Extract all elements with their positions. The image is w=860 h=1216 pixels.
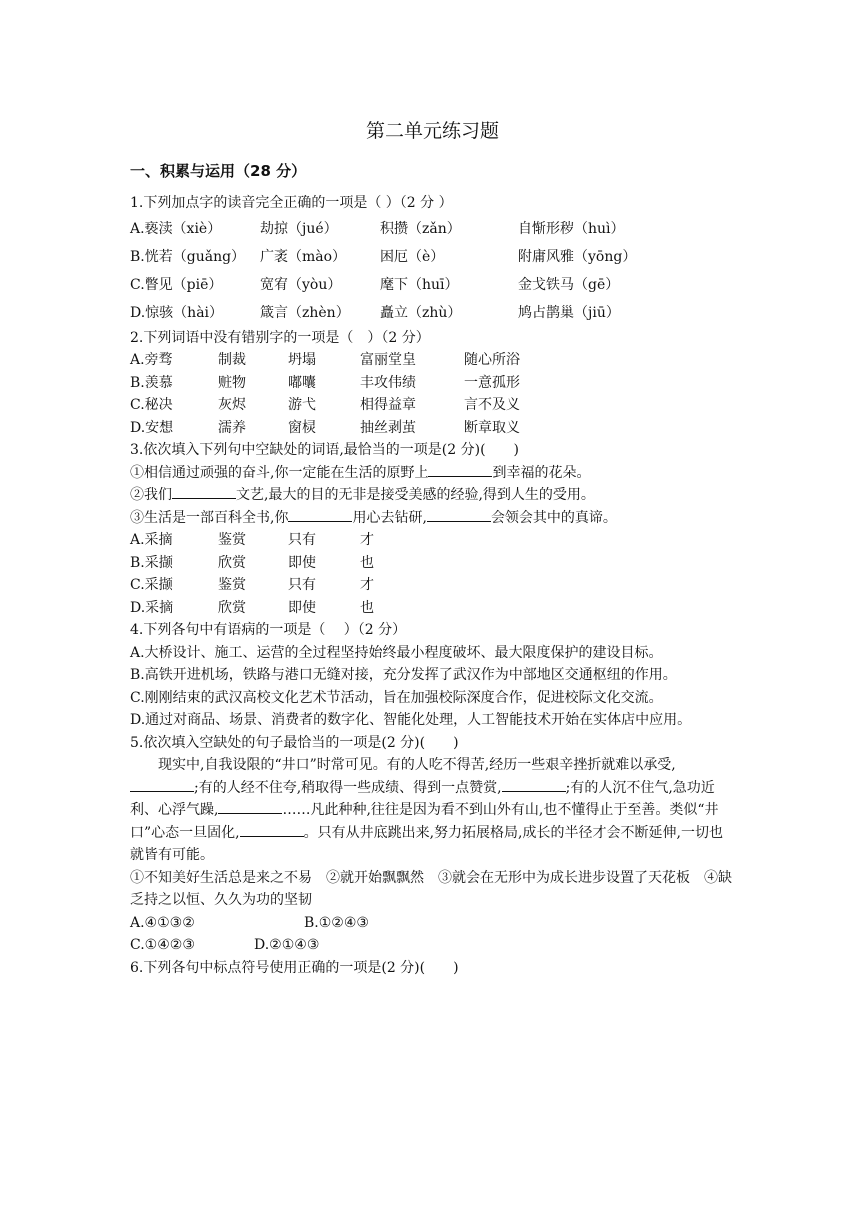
q1-option-b (130, 243, 735, 271)
q1-c-3: 麾下（huī） (380, 276, 459, 293)
q2-c-5: 言不及义 (464, 397, 520, 413)
q4-option-b: B.高铁开进机场，铁路与港口无缝对接，充分发挥了武汉作为中部地区交通枢纽的作用。 (130, 667, 677, 683)
q2-b-1: B.羡慕 (130, 374, 173, 391)
q4-option-c: C.刚刚结束的武汉高校文化艺术节活动，旨在加强校际深度合作，促进校际文化交流。 (130, 689, 663, 706)
q3-d-3: 即使 (288, 599, 316, 616)
q3-c-1: C.采撷 (130, 577, 173, 593)
q1-a-3: 积攒（zǎn） (380, 220, 461, 237)
q3-s1-tail: 到幸福的花朵。 (492, 464, 591, 481)
q6-stem: 6.下列各句中标点符号使用正确的一项是(2 分)( ) (130, 959, 459, 976)
q2-c-1: C.秘决 (130, 397, 173, 413)
q3-option-b (130, 552, 735, 575)
q3-a-4: 才 (360, 532, 374, 548)
q1-a-2: 劫掠（jué） (260, 220, 338, 237)
q5-p3-tail: 。只有从井底跳出来,努力拓展格局,成长的半径才会不断延伸,一切也就皆有可能。 (130, 824, 723, 863)
q5-option-cd (130, 934, 735, 957)
q3-a-3: 只有 (288, 532, 316, 548)
q5-options-list: ①不知美好生活总是来之不易 ②就开始飘飘然 ③就会在无形中为成长进步设置了天花板 ④缺乏持之以恒、久久为功的坚韧 (130, 869, 732, 908)
q3-c-4: 才 (360, 577, 374, 593)
question-body (130, 192, 735, 979)
q2-d-3: 窗棂 (288, 419, 316, 436)
q5-a: A.④①③② (130, 914, 195, 931)
q1-b-4: 附庸风雅（yōng） (518, 248, 637, 265)
q3-c-3: 只有 (288, 577, 316, 593)
q2-c-3: 游弋 (288, 397, 316, 413)
q5-d: D.②①④③ (254, 937, 320, 953)
q2-d-1: D.安想 (130, 419, 174, 436)
q3-option-d (130, 597, 735, 620)
q3-d-1: D.采摘 (130, 599, 174, 616)
q1-d-3: 矗立（zhù） (380, 304, 462, 321)
q2-stem: 2.下列词语中没有错别字的一项是（ ）（2 分） (130, 329, 430, 346)
q5-c: C.①④②③ (130, 937, 195, 953)
q2-d-2: 濡养 (218, 419, 246, 436)
q5-p3-text: 不住气,急功近利、心浮气躁, (130, 779, 715, 818)
q1-c-1: C.瞥见（piē） (130, 276, 223, 293)
q5-option-ab (130, 912, 735, 935)
q3-d-4: 也 (360, 599, 374, 616)
q3-s2-tail: 文艺,最大的目的无非是接受美感的经验,得到人生的受用。 (236, 487, 595, 503)
q1-a-1: A.亵渎（xiè） (130, 220, 222, 237)
q1-c-4: 金戈铁马（gē） (518, 276, 620, 293)
q1-b-3: 困厄（è） (380, 248, 445, 265)
q4-stem: 4.下列各句中有语病的一项是（ ）（2 分） (130, 622, 407, 638)
q1-stem: 1.下列加点字的读音完全正确的一项是（ ）（2 分 ） (130, 195, 453, 211)
blank-line (240, 822, 304, 837)
q3-s3-tail: 会领会其中的真谛。 (490, 509, 617, 526)
q2-d-4: 抽丝剥茧 (360, 419, 416, 436)
q3-b-2: 欣赏 (218, 554, 246, 571)
q1-d-4: 鸠占鹊巢（jiū） (518, 304, 620, 321)
q2-a-4: 富丽堂皇 (360, 352, 416, 368)
q3-sentence-1 (130, 462, 735, 485)
q4-option-a: A.大桥设计、施工、运营的全过程坚持始终最小程度破坏、最大限度保护的建设目标。 (130, 644, 663, 661)
page-title: 第二单元练习题 (365, 120, 499, 142)
q2-c-2: 灰烬 (218, 397, 246, 413)
q3-option-c (130, 574, 735, 597)
q2-a-1: A.旁骛 (130, 352, 173, 368)
q2-a-3: 坍塌 (288, 352, 316, 368)
q2-b-4: 丰攻伟绩 (360, 374, 416, 391)
q1-option-d (130, 299, 735, 327)
q3-b-3: 即使 (288, 554, 316, 571)
q3-d-2: 欣赏 (218, 599, 246, 616)
q2-option-a (130, 349, 735, 372)
blank-line (288, 507, 352, 522)
blank-line (427, 507, 491, 522)
q2-option-d (130, 417, 735, 440)
q3-b-4: 也 (360, 554, 374, 571)
q5-b: B.①②④③ (304, 914, 369, 931)
q3-s1-text: ①相信通过顽强的奋斗,你一定能在生活的原野上 (130, 464, 429, 481)
blank-line (428, 462, 492, 477)
q5-stem: 5.依次填入空缺处的句子最恰当的一项是(2 分)( ) (130, 734, 459, 751)
q1-option-a (130, 215, 735, 243)
blank-line (172, 484, 236, 499)
q3-sentence-3 (130, 507, 735, 530)
q2-d-5: 断章取义 (464, 419, 520, 436)
q5-p2-tail: ;有的人沉 (565, 779, 627, 796)
q5-passage-1: 现实中,自我设限的“井口”时常可见。有的人吃不得苦,经历一些艰辛挫折就难以承受, (158, 757, 676, 773)
q1-d-1: D.惊骇（hài） (130, 304, 224, 321)
q1-b-1: B.恍若（guǎng） (130, 248, 246, 265)
blank-line (502, 777, 566, 792)
q2-option-c (130, 394, 735, 417)
q2-a-5: 随心所浴 (464, 352, 520, 368)
q3-s3-text: ③生活是一部百科全书,你 (130, 509, 289, 526)
blank-line (130, 777, 194, 792)
section-heading: 一、积累与运用（28 分） (130, 162, 307, 180)
q2-a-2: 制裁 (218, 352, 246, 368)
q2-b-5: 一意孤形 (464, 374, 520, 391)
q2-c-4: 相得益章 (360, 397, 416, 413)
q5-p3-mid: ……凡此种种,往往是因为看不到山外有山,也不懂得止于至善。类似“井口”心态一旦固化, (130, 802, 719, 841)
q1-option-c (130, 271, 735, 299)
q3-b-1: B.采撷 (130, 554, 173, 571)
q3-sentence-2 (130, 484, 735, 507)
q3-a-2: 鉴赏 (218, 532, 246, 548)
q3-c-2: 鉴赏 (218, 577, 246, 593)
q3-s2-text: ②我们 (130, 487, 172, 503)
q1-a-4: 自惭形秽（huì） (518, 220, 625, 237)
q1-c-2: 宽宥（yòu） (260, 276, 342, 293)
q2-b-3: 嘟囔 (288, 374, 316, 391)
q2-option-b (130, 372, 735, 395)
q3-stem: 3.依次填入下列句中空缺处的词语,最恰当的一项是(2 分)( ) (130, 442, 520, 458)
q4-option-d: D.通过对商品、场景、消费者的数字化、智能化处理，人工智能技术开始在实体店中应用。 (130, 712, 692, 728)
q1-d-2: 箴言（zhèn） (260, 304, 350, 321)
q5-passage-2 (130, 777, 735, 867)
q1-b-2: 广袤（mào） (260, 248, 347, 265)
q3-s3-mid: 用心去钻研, (352, 509, 427, 526)
q3-a-1: A.采摘 (130, 532, 173, 548)
blank-line (218, 799, 282, 814)
q3-option-a (130, 529, 735, 552)
q2-b-2: 赃物 (218, 374, 246, 391)
q5-p2-text: ;有的人经不住夸,稍取得一些成绩、得到一点赞赏, (194, 779, 502, 796)
